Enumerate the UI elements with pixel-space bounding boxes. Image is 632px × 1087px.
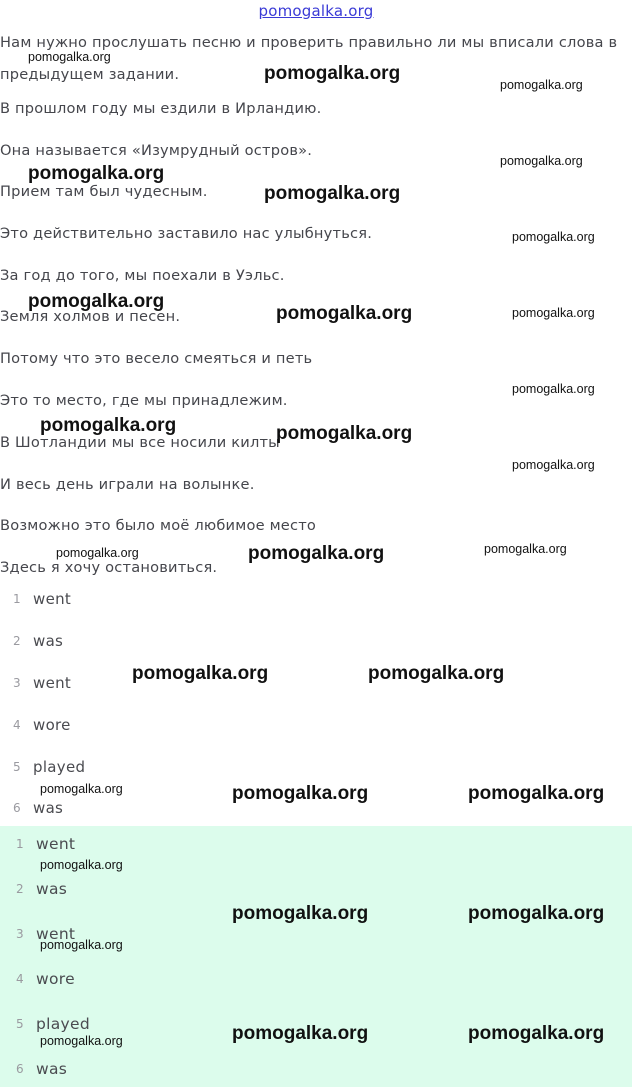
- watermark: pomogalka.org: [512, 230, 595, 244]
- item-word: was: [36, 1060, 68, 1078]
- text-line: В Шотландии мы все носили килты: [0, 434, 280, 451]
- intro-line-cont: предыдущем задании.: [0, 66, 180, 83]
- item-number: 6: [13, 801, 21, 815]
- watermark: pomogalka.org: [368, 663, 505, 684]
- watermark: pomogalka.org: [40, 1034, 123, 1048]
- list-item: [0, 880, 632, 902]
- item-number: 3: [13, 676, 21, 690]
- text-line: Она называется «Изумрудный остров».: [0, 142, 313, 159]
- item-word: played: [36, 1015, 90, 1033]
- list-item: [0, 835, 632, 857]
- item-word: went: [33, 590, 72, 608]
- list-item: [0, 674, 632, 696]
- watermark: pomogalka.org: [500, 154, 583, 168]
- item-number: 3: [16, 927, 24, 941]
- watermark: pomogalka.org: [276, 303, 413, 324]
- item-word: went: [33, 674, 72, 692]
- watermark: pomogalka.org: [56, 546, 139, 560]
- item-number: 5: [13, 760, 21, 774]
- text-line: Это действительно заставило нас улыбнуться.: [0, 225, 373, 242]
- watermark: pomogalka.org: [28, 163, 165, 184]
- text-line: Прием там был чудесным.: [0, 183, 208, 200]
- site-header-link[interactable]: pomogalka.org: [258, 2, 374, 20]
- text-line: Это то место, где мы принадлежим.: [0, 392, 288, 409]
- text-line: Возможно это было моё любимое место: [0, 517, 317, 534]
- item-number: 1: [16, 837, 24, 851]
- watermark: pomogalka.org: [264, 63, 401, 84]
- item-word: wore: [36, 970, 75, 988]
- intro-line: Нам нужно прослушать песню и проверить правильно ли мы вписали слова в: [0, 34, 618, 51]
- item-word: went: [36, 835, 76, 853]
- text-line: В прошлом году мы ездили в Ирландию.: [0, 100, 322, 117]
- watermark: pomogalka.org: [40, 938, 123, 952]
- watermark: pomogalka.org: [40, 782, 123, 796]
- watermark: pomogalka.org: [28, 50, 111, 64]
- item-word: played: [33, 758, 86, 776]
- list-item: [0, 758, 632, 780]
- watermark: pomogalka.org: [232, 903, 369, 924]
- item-word: went: [36, 925, 76, 943]
- item-number: 2: [16, 882, 24, 896]
- watermark: pomogalka.org: [276, 423, 413, 444]
- item-number: 6: [16, 1062, 24, 1076]
- item-number: 5: [16, 1017, 24, 1031]
- watermark: pomogalka.org: [484, 542, 567, 556]
- item-number: 2: [13, 634, 21, 648]
- item-word: wore: [33, 716, 71, 734]
- watermark: pomogalka.org: [132, 663, 269, 684]
- item-number: 4: [16, 972, 24, 986]
- watermark: pomogalka.org: [512, 306, 595, 320]
- watermark: pomogalka.org: [512, 458, 595, 472]
- watermark: pomogalka.org: [40, 415, 177, 436]
- text-line: Земля холмов и песен.: [0, 308, 181, 325]
- watermark: pomogalka.org: [468, 783, 605, 804]
- list-item: [0, 716, 632, 738]
- watermark: pomogalka.org: [232, 783, 369, 804]
- list-item: [0, 632, 632, 654]
- watermark: pomogalka.org: [468, 1023, 605, 1044]
- text-line: Здесь я хочу остановиться.: [0, 559, 218, 576]
- item-number: 4: [13, 718, 21, 732]
- watermark: pomogalka.org: [512, 382, 595, 396]
- text-line: За год до того, мы поехали в Уэльс.: [0, 267, 285, 284]
- text-line: Потому что это весело смеяться и петь: [0, 350, 313, 367]
- watermark: pomogalka.org: [264, 183, 401, 204]
- watermark: pomogalka.org: [248, 543, 385, 564]
- list-item: [0, 970, 632, 992]
- item-word: was: [33, 632, 64, 650]
- watermark: pomogalka.org: [500, 78, 583, 92]
- watermark: pomogalka.org: [232, 1023, 369, 1044]
- text-line: И весь день играли на волынке.: [0, 476, 255, 493]
- watermark: pomogalka.org: [28, 291, 165, 312]
- item-word: was: [33, 799, 64, 817]
- list-item: [0, 1060, 632, 1082]
- item-number: 1: [13, 592, 21, 606]
- list-item: [0, 590, 632, 612]
- item-word: was: [36, 880, 68, 898]
- watermark: pomogalka.org: [40, 858, 123, 872]
- watermark: pomogalka.org: [468, 903, 605, 924]
